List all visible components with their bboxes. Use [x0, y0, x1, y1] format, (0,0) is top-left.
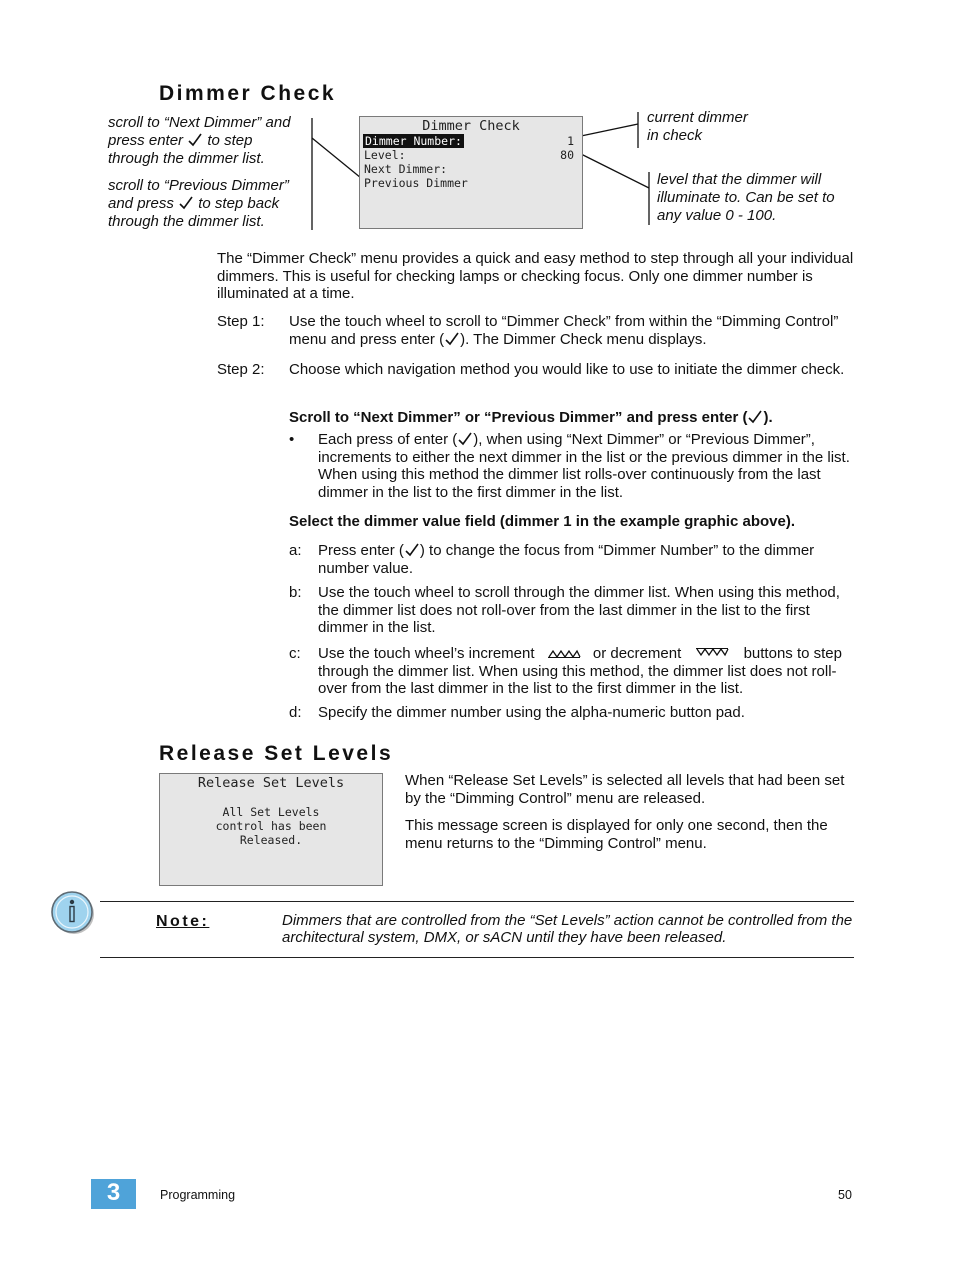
section-heading-dimmer-check: Dimmer Check — [159, 82, 337, 105]
step1-label: Step 1: — [217, 313, 265, 330]
lcd-dimmer-check — [359, 116, 583, 229]
note-text: Dimmers that are controlled from the “Set Levels” action cannot be controlled from the architectural system, DMX, or sACN until they have been released. — [282, 912, 853, 946]
decrement-button-icon — [695, 647, 729, 659]
lcd-release-line2: control has been — [215, 819, 327, 833]
item-d-text: Specify the dimmer number using the alpha-numeric button pad. — [318, 704, 745, 721]
bullet-marker: • — [289, 431, 295, 448]
enter-check-icon — [747, 410, 763, 424]
step2-label: Step 2: — [217, 361, 265, 378]
intro-paragraph: The “Dimmer Check” menu provides a quick and easy method to step through all your individual dimmers. This is useful for checking lamps or checking focus. Only one dimmer number is illuminated at a time. — [217, 250, 854, 302]
callout-current-dimmer: current dimmer in check — [647, 109, 748, 144]
lcd-level-value: 80 — [560, 148, 574, 162]
step2-text: Choose which navigation method you would like to use to initiate the dimmer check. — [289, 361, 845, 378]
step1-text: Use the touch wheel to scroll to “Dimmer Check” from within the “Dimming Control” menu and press enter ( ). The Dimmer Check menu displays. — [289, 313, 839, 348]
select-method-heading: Select the dimmer value field (dimmer 1 in the example graphic above). — [289, 513, 795, 530]
callout-previous-dimmer: scroll to “Previous Dimmer” and press to step back through the dimmer list. — [108, 177, 289, 230]
callout-level: level that the dimmer will illuminate to. Can be set to any value 0 - 100. — [657, 171, 835, 224]
increment-button-icon — [547, 647, 581, 659]
lcd-dimmer-number-label: Dimmer Number: — [365, 134, 462, 148]
lcd-next-dimmer: Next Dimmer: — [364, 162, 448, 176]
note-label: Note: — [156, 913, 210, 930]
item-c-text: Use the touch wheel’s increment or decrement buttons to step through the dimmer list. When using this method, the dimmer list does not roll-over from the last dimmer in the list to the first dimmer in the list. — [318, 645, 842, 697]
lcd-release-set-levels — [159, 773, 383, 886]
footer-section: Programming — [160, 1188, 236, 1202]
enter-check-icon — [457, 432, 473, 446]
footer-page-number: 50 — [838, 1188, 852, 1202]
lcd-title: Dimmer Check — [422, 118, 520, 134]
scroll-method-heading: Scroll to “Next Dimmer” or “Previous Dimmer” and press enter ( ). — [289, 409, 773, 426]
enter-check-icon — [404, 543, 420, 557]
item-a-label: a: — [289, 542, 302, 559]
item-a-text: Press enter ( ) to change the focus from “Dimmer Number” to the dimmer number value. — [318, 542, 815, 577]
note-top-rule — [100, 901, 854, 902]
note-bottom-rule — [100, 957, 854, 958]
item-b-label: b: — [289, 584, 302, 601]
lcd-level-label: Level: — [364, 148, 406, 162]
release-paragraph-2: This message screen is displayed for only one second, then the menu returns to the “Dimming Control” menu. — [405, 817, 828, 852]
lcd-release-line3: Released. — [239, 833, 303, 847]
lcd-release-title: Release Set Levels — [197, 775, 345, 791]
lcd-dimmer-number-value: 1 — [567, 134, 574, 148]
lcd-previous-dimmer: Previous Dimmer — [364, 176, 468, 190]
release-paragraph-1: When “Release Set Levels” is selected all levels that had been set by the “Dimming Control” menu are released. — [405, 772, 845, 807]
item-b-text: Use the touch wheel to scroll through the dimmer list. When using this method, the dimmer list does not roll-over from the last dimmer in the list to the first dimmer in the list. — [318, 584, 840, 636]
lcd-release-line1: All Set Levels — [222, 805, 320, 819]
bullet-text: Each press of enter ( ), when using “Next Dimmer” or “Previous Dimmer”, increments to either the next dimmer in the list or the previous dimmer in the list. When using this method the dimmer list rolls-over continuously from the last dimmer in the list to the first dimmer in the list. — [318, 431, 850, 501]
enter-check-icon — [444, 332, 460, 346]
info-note-icon — [48, 888, 98, 938]
callout-next-dimmer: scroll to “Next Dimmer” and press enter to step through the dimmer list. — [108, 114, 291, 167]
item-c-label: c: — [289, 645, 301, 662]
item-d-label: d: — [289, 704, 302, 721]
chapter-tab: 3 — [91, 1179, 136, 1209]
section-heading-release-set-levels: Release Set Levels — [159, 742, 394, 765]
